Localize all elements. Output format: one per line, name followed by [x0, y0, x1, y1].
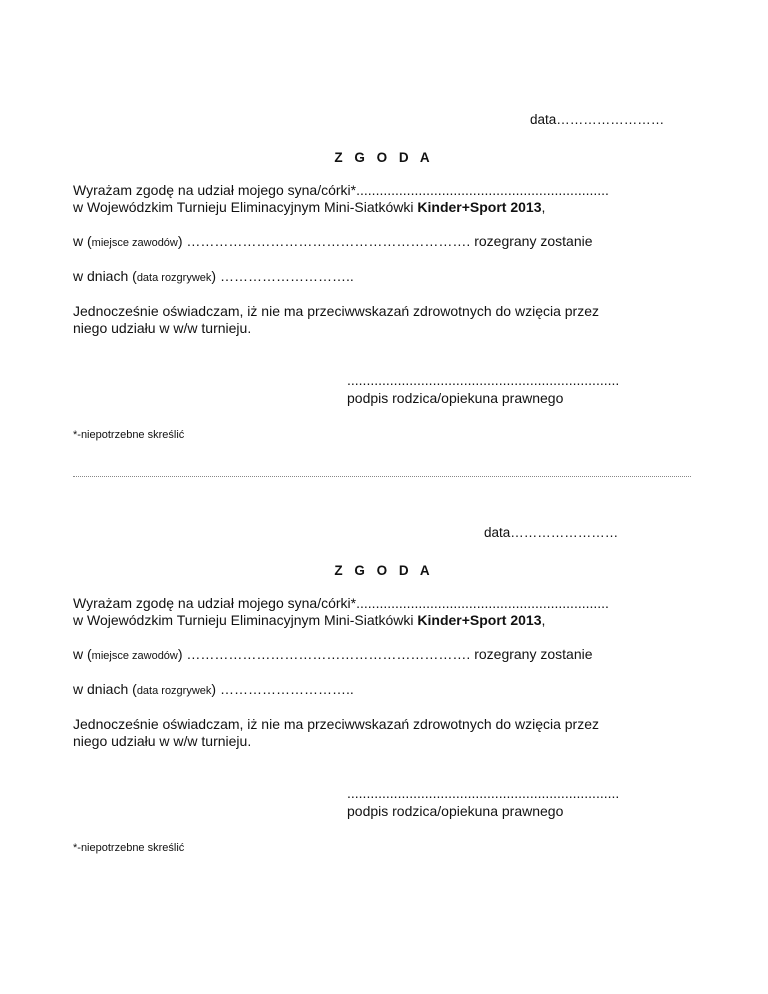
place-line	[73, 233, 593, 252]
days-field: ) ………………………..	[211, 681, 354, 697]
days-field: ) ………………………..	[211, 268, 354, 284]
days-hint: data rozgrywek	[136, 272, 212, 284]
consent-text: Wyrażam zgodę na udział mojego syna/córki*.................................................................	[73, 182, 609, 198]
cut-line-divider	[73, 476, 691, 477]
consent-text: Wyrażam zgodę na udział mojego syna/córki*.................................................................	[73, 595, 609, 611]
days-line	[73, 681, 354, 700]
date-field: data……………………	[484, 525, 619, 540]
days-hint: data rozgrywek	[136, 685, 212, 697]
tournament-prefix: w Wojewódzkim Turnieju Eliminacyjnym Mini-Siatkówki	[73, 199, 418, 215]
place-line	[73, 646, 593, 665]
place-prefix: w (	[73, 233, 92, 249]
tournament-name: Kinder+Sport 2013	[417, 612, 542, 628]
place-hint: miejsce zawodów	[91, 237, 178, 249]
tournament-name: Kinder+Sport 2013	[417, 199, 542, 215]
declaration-line-1: Jednocześnie oświadczam, iż nie ma przeciwwskazań zdrowotnych do wzięcia przez	[73, 716, 600, 732]
place-prefix: w (	[73, 646, 92, 662]
tournament-line	[73, 199, 545, 216]
tournament-suffix: ,	[541, 199, 546, 215]
signature-label: podpis rodzica/opiekuna prawnego	[347, 390, 564, 406]
signature-line: ......................................................................	[347, 372, 620, 388]
days-prefix: w dniach (	[73, 681, 137, 697]
days-prefix: w dniach (	[73, 268, 137, 284]
footnote: *-niepotrzebne skreślić	[73, 429, 185, 441]
form-title: Z G O D A	[334, 150, 434, 165]
signature-line: ......................................................................	[347, 785, 620, 801]
signature-label: podpis rodzica/opiekuna prawnego	[347, 803, 564, 819]
tournament-suffix: ,	[541, 612, 546, 628]
form-title: Z G O D A	[334, 563, 434, 578]
declaration-line-1: Jednocześnie oświadczam, iż nie ma przeciwwskazań zdrowotnych do wzięcia przez	[73, 303, 600, 319]
place-field: ) ……………………………………………………. rozegrany zostanie	[177, 233, 593, 249]
tournament-line	[73, 612, 545, 629]
footnote: *-niepotrzebne skreślić	[73, 842, 185, 854]
place-field: ) ……………………………………………………. rozegrany zostanie	[177, 646, 593, 662]
declaration-line-2: niego udziału w w/w turnieju.	[73, 733, 252, 749]
date-field: data……………………	[530, 112, 665, 127]
tournament-prefix: w Wojewódzkim Turnieju Eliminacyjnym Mini-Siatkówki	[73, 612, 418, 628]
days-line	[73, 268, 354, 287]
declaration-line-2: niego udziału w w/w turnieju.	[73, 320, 252, 336]
place-hint: miejsce zawodów	[91, 650, 178, 662]
